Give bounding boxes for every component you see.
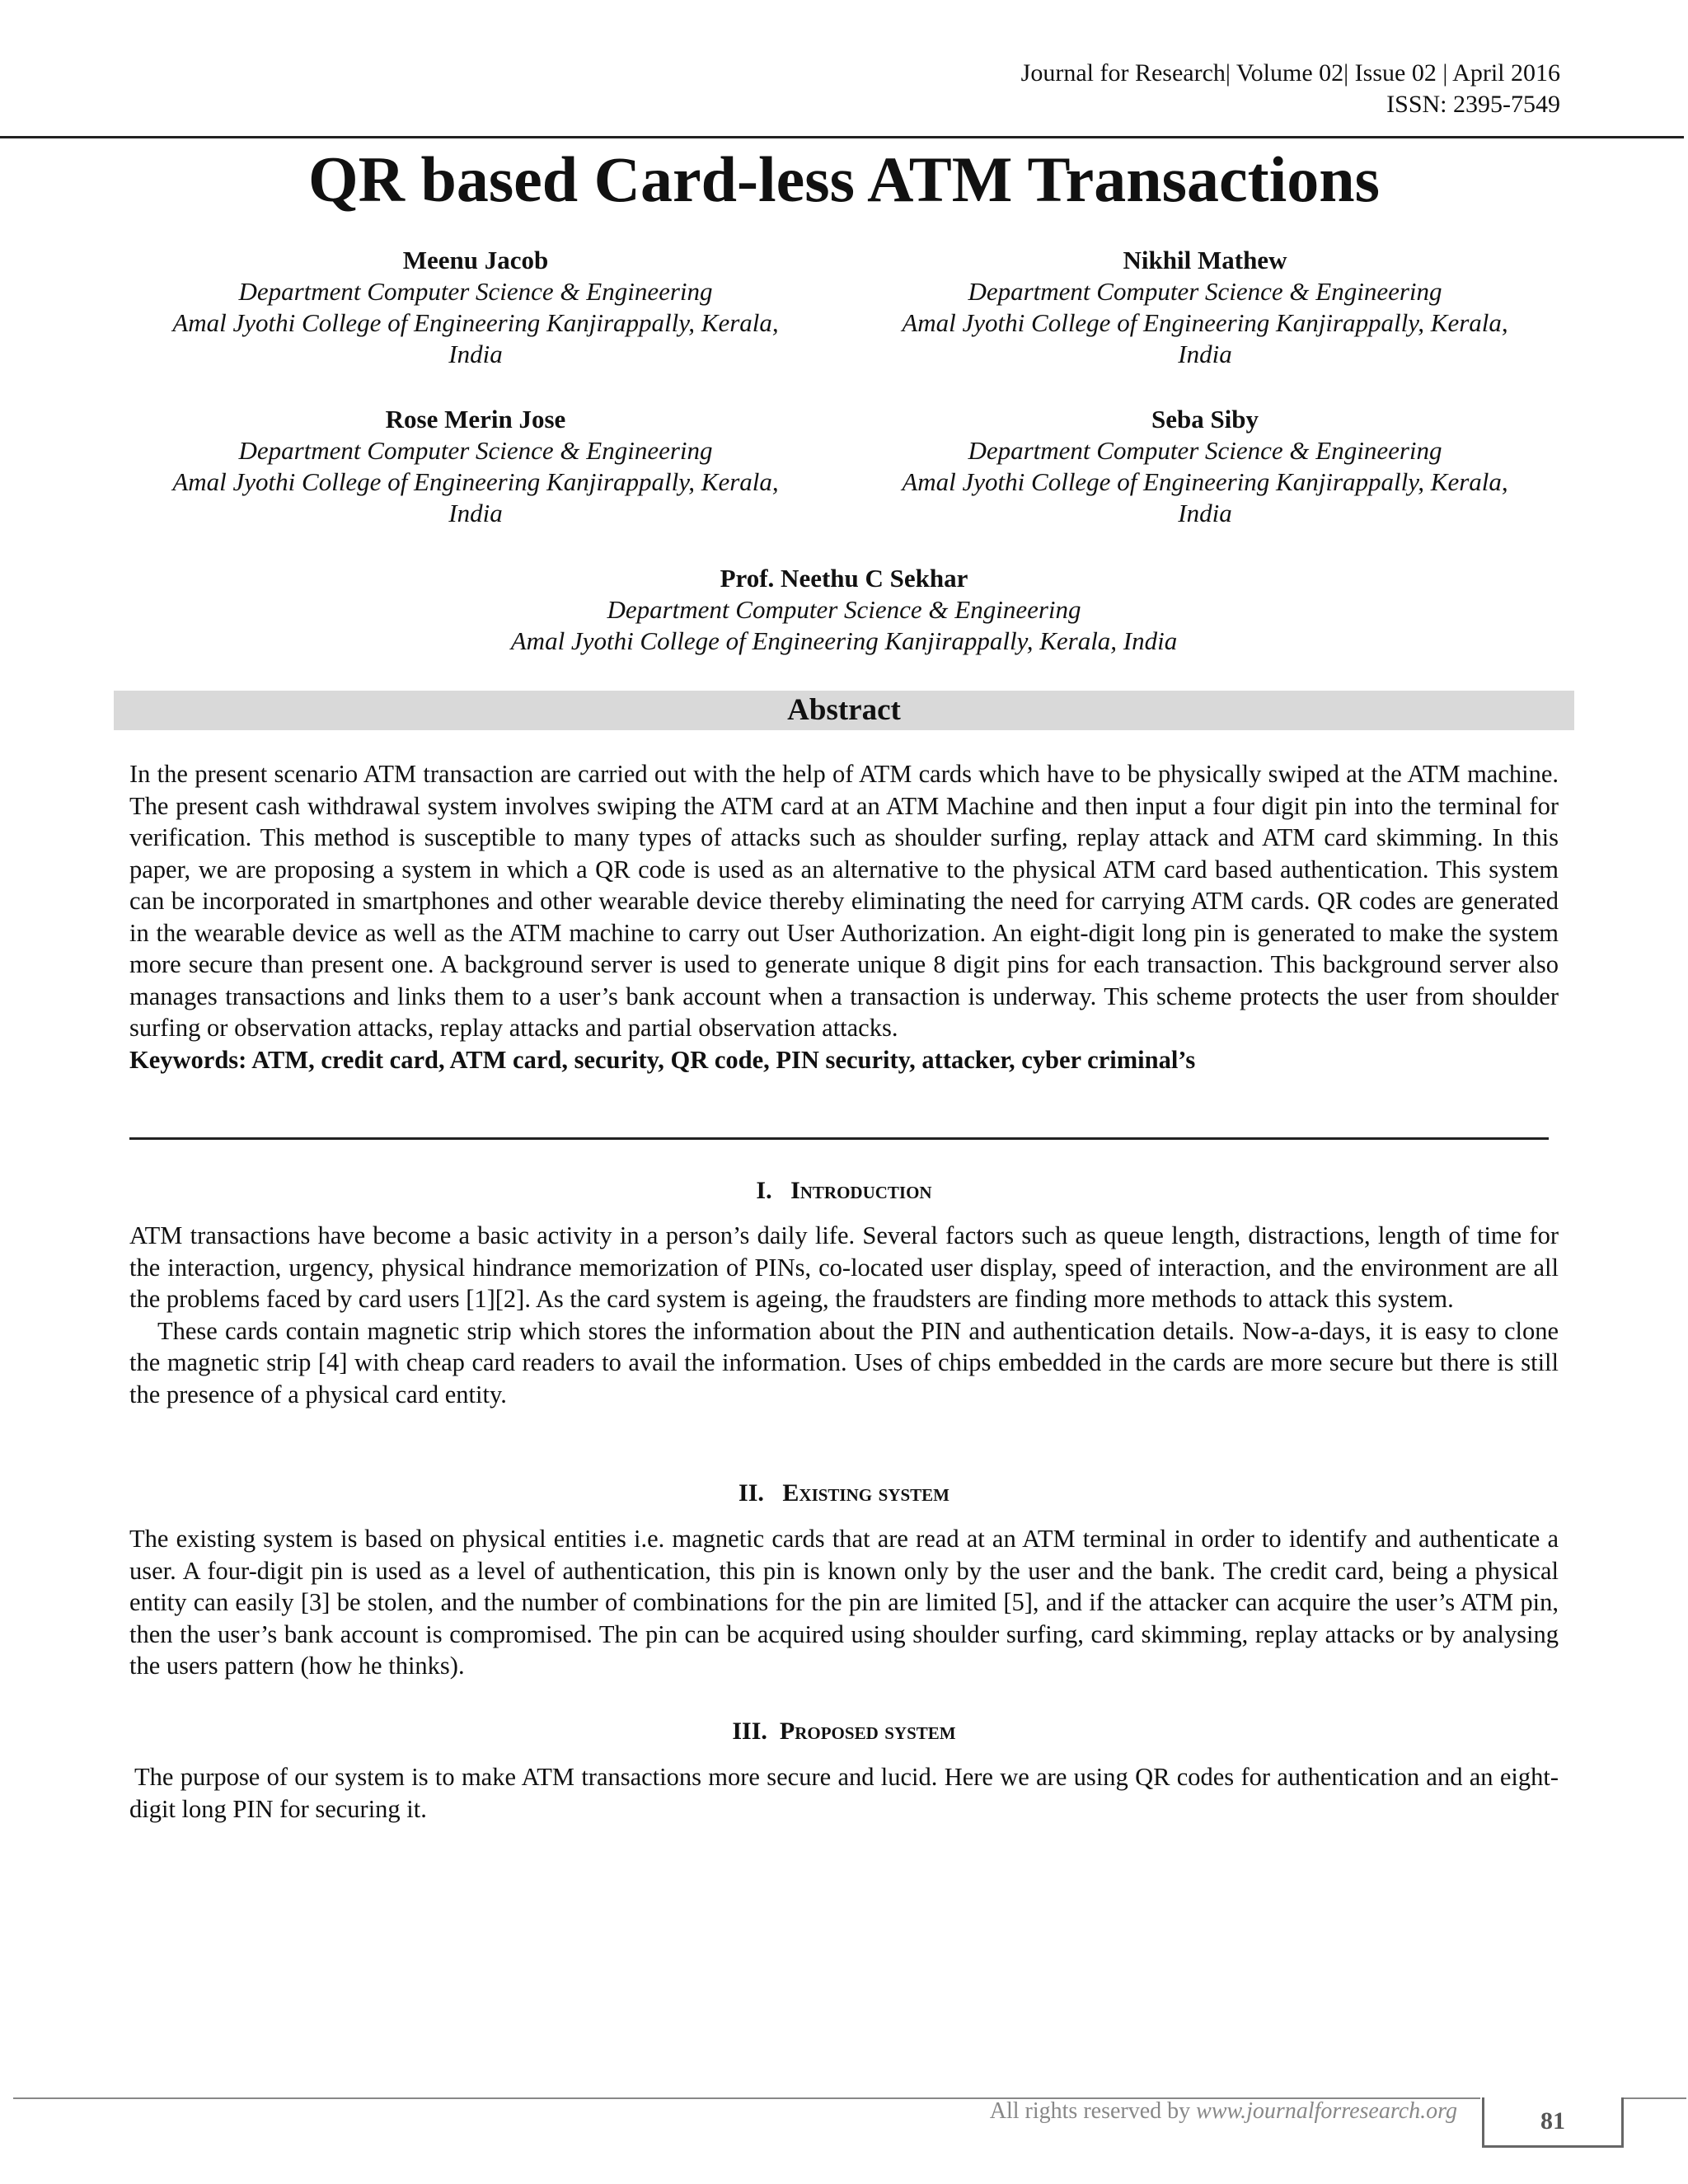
section-number: III. <box>732 1718 767 1745</box>
journal-header <box>1021 58 1560 120</box>
author-block <box>842 245 1568 370</box>
author-country: India <box>1178 340 1232 368</box>
paragraph: ATM transactions have become a basic activity in a person’s daily life. Several factors such as queue length, distractions, length of time for the interaction, urgency, physical hindrance memorization of PINs, co-located user display, speed of interaction, and the environment are all the problems faced by card users [1][2]. As the card system is ageing, the fraudsters are finding more methods to attack this system. <box>129 1221 1559 1313</box>
author-department: Department Computer Science & Engineering <box>968 277 1442 306</box>
section-number: I. <box>756 1177 772 1204</box>
keywords: Keywords: ATM, credit card, ATM card, security, QR code, PIN security, attacker, cyber criminal’s <box>129 1045 1196 1074</box>
author-block <box>842 404 1568 529</box>
author-college: Amal Jyothi College of Engineering Kanjirappally, Kerala, <box>172 467 779 496</box>
author-department: Department Computer Science & Engineering <box>238 277 713 306</box>
author-department: Department Computer Science & Engineering <box>968 436 1442 465</box>
section-title: Existing system <box>782 1479 950 1507</box>
paragraph: The existing system is based on physical entities i.e. magnetic cards that are read at an ATM terminal in order to identify and authenticate a user. A four-digit pin is used as a level of authentication, this pin is known only by the user and the bank. The credit card, being a physical entity can easily [3] be stolen, and the number of combinations for the pin are limited [5], and if the attacker can acquire the user’s ATM pin, then the user’s bank account is compromised. The pin can be acquired using shoulder surfing, card skimming, replay attacks or by analysing the users pattern (how he thinks). <box>129 1525 1559 1680</box>
author-college: Amal Jyothi College of Engineering Kanjirappally, Kerala, India <box>510 626 1178 655</box>
footer-divider <box>1622 2097 1686 2099</box>
author-name: Meenu Jacob <box>402 246 549 274</box>
author-name: Nikhil Mathew <box>1123 246 1287 274</box>
author-block <box>113 245 838 370</box>
introduction-body <box>129 1220 1559 1410</box>
issn-line: ISSN: 2395-7549 <box>1386 91 1560 118</box>
author-country: India <box>448 340 503 368</box>
author-block <box>113 404 838 529</box>
website-link[interactable]: www.journalforresearch.org <box>1196 2098 1457 2124</box>
journal-issue-line: Journal for Research| Volume 02| Issue 02 | April 2016 <box>1020 59 1560 87</box>
page-number: 81 <box>1482 2097 1624 2148</box>
author-country: India <box>1178 499 1232 527</box>
existing-system-body <box>129 1523 1559 1682</box>
abstract-divider <box>129 1137 1549 1140</box>
abstract-section <box>129 758 1559 1076</box>
section-heading-existing-system <box>0 1478 1688 1509</box>
author-country: India <box>448 499 503 527</box>
section-heading-introduction <box>0 1175 1688 1207</box>
author-department: Department Computer Science & Engineering <box>238 436 713 465</box>
author-block <box>349 563 1339 657</box>
section-number: II. <box>738 1479 764 1507</box>
author-college: Amal Jyothi College of Engineering Kanjirappally, Kerala, <box>902 308 1508 337</box>
section-title: Proposed system <box>779 1718 956 1745</box>
paper-title: QR based Card-less ATM Transactions <box>307 143 1381 215</box>
footer-rights <box>990 2098 1457 2125</box>
proposed-system-body <box>129 1761 1559 1825</box>
paragraph: These cards contain magnetic strip which stores the information about the PIN and authentication details. Now-a-days, it is easy to clone the magnetic strip [4] with cheap card readers to avail the information. Uses of chips embedded in the cards are more secure but there is still the presence of a physical card entity. <box>129 1316 1559 1408</box>
author-name: Prof. Neethu C Sekhar <box>720 564 968 593</box>
author-department: Department Computer Science & Engineering <box>607 595 1081 624</box>
author-name: Seba Siby <box>1151 405 1259 434</box>
paragraph: The purpose of our system is to make ATM transactions more secure and lucid. Here we are using QR codes for authentication and an eight-digit long PIN for securing it. <box>129 1763 1559 1823</box>
rights-text: All rights reserved by <box>989 2098 1197 2124</box>
section-heading-proposed-system <box>0 1716 1688 1747</box>
abstract-text: In the present scenario ATM transaction are carried out with the help of ATM cards which have to be physically swiped at the ATM machine. The present cash withdrawal system involves swiping the ATM card at an ATM Machine and then input a four digit pin into the terminal for verification. This method is susceptible to many types of attacks such as shoulder surfing, replay attack and ATM card skimming. In this paper, we are proposing a system in which a QR code is used as an alternative to the physical ATM card based authentication. This system can be incorporated in smartphones and other wearable device thereby eliminating the need for carrying ATM cards. QR codes are generated in the wearable device as well as the ATM machine to carry out User Authorization. An eight-digit long pin is generated to make the system more secure than present one. A background server is used to generate unique 8 digit pins for each transaction. This background server also manages transactions and links them to a user’s bank account when a transaction is underway. This scheme protects the user from shoulder surfing or observation attacks, replay attacks and partial observation attacks. <box>129 760 1559 1042</box>
abstract-heading: Abstract <box>114 691 1574 730</box>
author-college: Amal Jyothi College of Engineering Kanjirappally, Kerala, <box>172 308 779 337</box>
section-title: Introduction <box>790 1177 932 1204</box>
author-college: Amal Jyothi College of Engineering Kanjirappally, Kerala, <box>902 467 1508 496</box>
author-name: Rose Merin Jose <box>385 405 566 434</box>
